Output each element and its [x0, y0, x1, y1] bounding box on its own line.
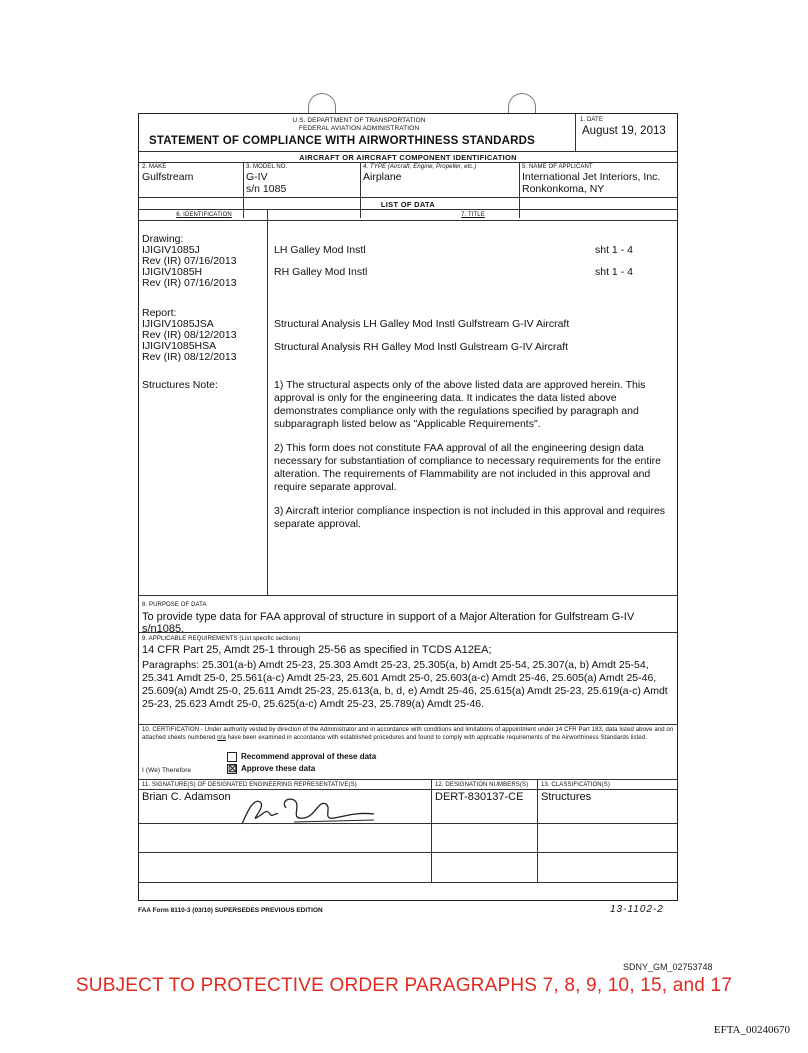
drawing-2-sheets: sht 1 - 4	[595, 266, 633, 278]
structures-note-3: 3) Aircraft interior compliance inspection is not included in this approval and requires separate approval.	[274, 505, 666, 530]
signer-name: Brian C. Adamson	[142, 791, 231, 803]
drawing-2-title: RH Galley Mod Instl	[274, 266, 368, 278]
drawing-label: Drawing:	[142, 233, 184, 245]
model-value: G-IV	[246, 171, 268, 183]
recommend-option[interactable]: Recommend approval of these data	[227, 752, 376, 762]
identification-header: AIRCRAFT OR AIRCRAFT COMPONENT IDENTIFICATION	[299, 153, 517, 162]
applicant-location: Ronkonkoma, NY	[522, 183, 605, 195]
make-label: 2. MAKE	[142, 164, 167, 170]
model-label: 3. MODEL NO.	[246, 164, 288, 170]
structures-note-2: 2) This form does not constitute FAA approval of all the engineering design data necessary for substantiation of compliance to necessary requirements for the entire alteration. The requirements of Flammability are not included in this approval and require separate approval.	[274, 442, 661, 493]
requirements-paragraphs: Paragraphs: 25.301(a-b) Amdt 25-23, 25.303 Amdt 25-23, 25.305(a, b) Amdt 25-54, 25.307(a, b) Amdt 25-54, 25.341 Amdt 25-0, 25.561(a-c) Amdt 25-23, 25.601 Amdt 25-0, 25.603(a-c) Amdt 25-46, 25.605(a) Amdt 25-46, 25.609(a) Amdt 25-0, 25.611 Amdt 25-23, 25.613(a, b, d, e) Amdt 25-46, 25.615(a) Amdt 25-23, 25.619(a-c) Amdt 25-23, 25.623 Amdt 25-0, 25.625(a-c) Amdt 25-23, 25.789(a) Amdt 25-46.	[142, 659, 668, 710]
drawing-2-id: IJIGIV1085H	[142, 266, 203, 278]
report-2-id: IJIGIV1085HSA	[142, 340, 217, 352]
protective-order-notice: SUBJECT TO PROTECTIVE ORDER PARAGRAPHS 7, 8, 9, 10, 15, and 17	[75, 975, 733, 996]
report-1-rev: Rev (IR) 08/12/2013	[142, 329, 237, 341]
requirements-label: 9. APPLICABLE REQUIREMENTS (List specific sections)	[142, 636, 301, 642]
drawing-1-rev: Rev (IR) 07/16/2013	[142, 255, 237, 267]
structures-note-1: 1) The structural aspects only of the above listed data are approved herein. This approval is only for the engineering data. It indicates the data listed above demonstrates compliance only with the regulations specified by paragraph and subparagraph listed below as "Applicable Requirements".	[274, 379, 646, 430]
drawing-1-sheets: sht 1 - 4	[595, 244, 633, 256]
col-identification-header: 6. IDENTIFICATION	[176, 212, 232, 218]
certification-text: 10. CERTIFICATION - Under authority vested by direction of the Administrator and in accordance with conditions and limitations of appointment under 14 CFR Part 183, data listed above and on attached sheets numbered n/a have been examined in accordance with established procedures and found to comply with applicable requirements of the Airworthiness Standards listed.	[142, 727, 674, 741]
requirements-line1: 14 CFR Part 25, Amdt 25-1 through 25-56 as specified in TCDS A12EA;	[142, 644, 492, 656]
classification-label: 13. CLASSIFICATION(S)	[541, 782, 611, 788]
signature-label: 11. SIGNATURE(S) OF DESIGNATED ENGINEERING REPRESENTATIVE(S)	[142, 782, 357, 788]
punch-hole-left	[308, 93, 336, 114]
approve-checkbox[interactable]: ☒	[228, 764, 237, 775]
purpose-label: 8. PURPOSE OF DATA	[142, 602, 207, 608]
report-1-title: Structural Analysis LH Galley Mod Instl Gulfstream G-IV Aircraft	[274, 318, 570, 330]
faa-form-8110-3	[138, 113, 678, 901]
dept-name: U.S. DEPARTMENT OF TRANSPORTATION	[292, 117, 426, 124]
report-label: Report:	[142, 307, 177, 319]
form-title: STATEMENT OF COMPLIANCE WITH AIRWORTHINESS STANDARDS	[149, 135, 536, 147]
date-value: August 19, 2013	[582, 125, 666, 137]
classification-value: Structures	[541, 791, 592, 803]
date-label: 1. DATE	[580, 117, 603, 123]
designation-label: 12. DESIGNATION NUMBERS(S)	[435, 782, 529, 788]
applicant-name: International Jet Interiors, Inc.	[522, 171, 661, 183]
list-of-data-header: LIST OF DATA	[380, 200, 436, 209]
report-2-rev: Rev (IR) 08/12/2013	[142, 351, 237, 363]
drawing-1-title: LH Galley Mod Instl	[274, 244, 366, 256]
handwritten-signature	[234, 790, 384, 830]
therefore-label: I (We) Therefore	[142, 767, 192, 774]
make-value: Gulfstream	[142, 171, 194, 183]
serial-number: s/n 1085	[246, 183, 287, 195]
applicant-label: 5. NAME OF APPLICANT	[522, 164, 593, 170]
bates-number: SDNY_GM_02753748	[623, 962, 713, 972]
type-label: 4. TYPE (Aircraft, Engine, Propeller, etc.)	[363, 164, 477, 170]
report-2-title: Structural Analysis RH Galley Mod Instl Gulstream G-IV Aircraft	[274, 341, 569, 353]
designation-number: DERT-830137-CE	[435, 791, 524, 803]
form-id: FAA Form 8110-3 (03/10) SUPERSEDES PREVIOUS EDITION	[138, 907, 323, 914]
approve-option[interactable]: ☒ Approve these data	[228, 764, 316, 775]
col-title-header: 7. TITLE	[461, 212, 485, 218]
report-1-id: IJIGIV1085JSA	[142, 318, 214, 330]
drawing-1-id: IJIGIV1085J	[142, 244, 200, 256]
drawing-2-rev: Rev (IR) 07/16/2013	[142, 277, 237, 289]
purpose-value: To provide type data for FAA approval of structure in support of a Major Alteration for Gulfstream G-IV s/n1085.	[142, 611, 635, 635]
structures-note-label: Structures Note:	[142, 379, 218, 391]
handwritten-code: 13-1102-2	[610, 904, 664, 915]
recommend-checkbox[interactable]	[227, 752, 237, 762]
agency-name: FEDERAL AVIATION ADMINISTRATION	[298, 125, 420, 132]
type-value: Airplane	[363, 171, 402, 183]
punch-hole-right	[508, 93, 536, 114]
efta-number: EFTA_00240670	[713, 1024, 790, 1036]
